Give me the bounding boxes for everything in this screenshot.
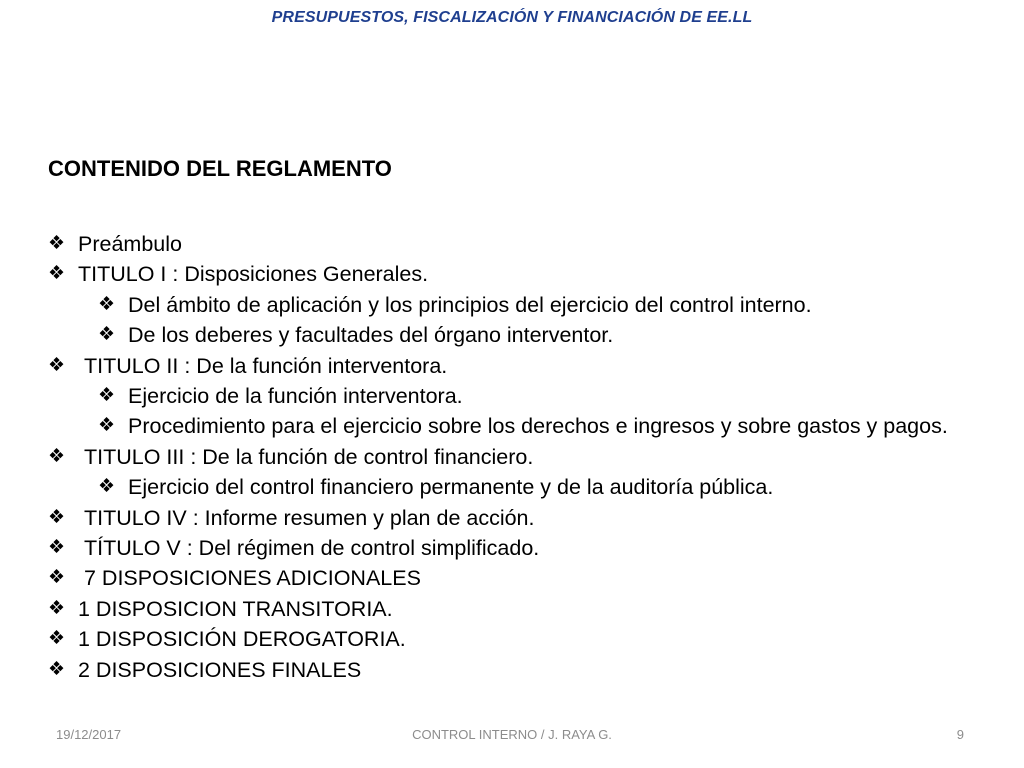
list-subitem-ambito: ❖ Del ámbito de aplicación y los principios del ejercicio del control interno. xyxy=(48,290,968,320)
diamond-bullet-icon: ❖ xyxy=(48,567,66,589)
diamond-bullet-icon: ❖ xyxy=(48,658,66,680)
diamond-bullet-icon: ❖ xyxy=(98,385,116,407)
diamond-bullet-icon: ❖ xyxy=(48,354,66,376)
list-item-disposiciones-finales: ❖ 2 DISPOSICIONES FINALES xyxy=(48,655,968,685)
diamond-bullet-icon: ❖ xyxy=(98,324,116,346)
list-item-disposicion-transitoria: ❖ 1 DISPOSICION TRANSITORIA. xyxy=(48,594,968,624)
footer-center-text: CONTROL INTERNO / J. RAYA G. xyxy=(412,727,612,742)
section-heading: CONTENIDO DEL REGLAMENTO xyxy=(48,156,392,181)
list-item-titulo-4: ❖ TITULO IV : Informe resumen y plan de acción. xyxy=(48,503,968,533)
contents-list xyxy=(48,229,968,685)
diamond-bullet-icon: ❖ xyxy=(98,476,116,498)
list-subitem-deberes: ❖ De los deberes y facultades del órgano interventor. xyxy=(48,320,968,350)
list-item-disposicion-derogatoria: ❖ 1 DISPOSICIÓN DEROGATORIA. xyxy=(48,624,968,654)
list-subitem-procedimiento: ❖ Procedimiento para el ejercicio sobre los derechos e ingresos y sobre gastos y pagos. xyxy=(48,411,968,441)
list-item-titulo-3: ❖ TITULO III : De la función de control financiero. xyxy=(48,442,968,472)
diamond-bullet-icon: ❖ xyxy=(48,445,66,467)
diamond-bullet-icon: ❖ xyxy=(48,233,66,254)
list-subitem-ejercicio-funcion: ❖ Ejercicio de la función interventora. xyxy=(48,381,968,411)
footer-page-number: 9 xyxy=(956,727,964,742)
list-item-titulo-2: ❖ TITULO II : De la función interventora. xyxy=(48,351,968,381)
list-item-disposiciones-adicionales: ❖ 7 DISPOSICIONES ADICIONALES xyxy=(48,563,968,593)
diamond-bullet-icon: ❖ xyxy=(48,597,66,619)
list-item-titulo-1: ❖ TITULO I : Disposiciones Generales. xyxy=(48,259,968,289)
diamond-bullet-icon: ❖ xyxy=(48,628,66,650)
list-subitem-control-financiero: ❖ Ejercicio del control financiero permanente y de la auditoría pública. xyxy=(48,472,968,502)
diamond-bullet-icon: ❖ xyxy=(48,263,66,285)
footer-date: 19/12/2017 xyxy=(56,727,122,742)
diamond-bullet-icon: ❖ xyxy=(98,293,116,315)
diamond-bullet-icon: ❖ xyxy=(98,415,116,437)
list-item-titulo-5: ❖ TÍTULO V : Del régimen de control simplificado. xyxy=(48,533,968,563)
diamond-bullet-icon: ❖ xyxy=(48,537,66,559)
diamond-bullet-icon: ❖ xyxy=(48,506,66,528)
list-item-preambulo: ❖ Preámbulo xyxy=(48,229,968,259)
slide-header-title: PRESUPUESTOS, FISCALIZACIÓN Y FINANCIACIÓN DE EE.LL xyxy=(271,9,753,26)
